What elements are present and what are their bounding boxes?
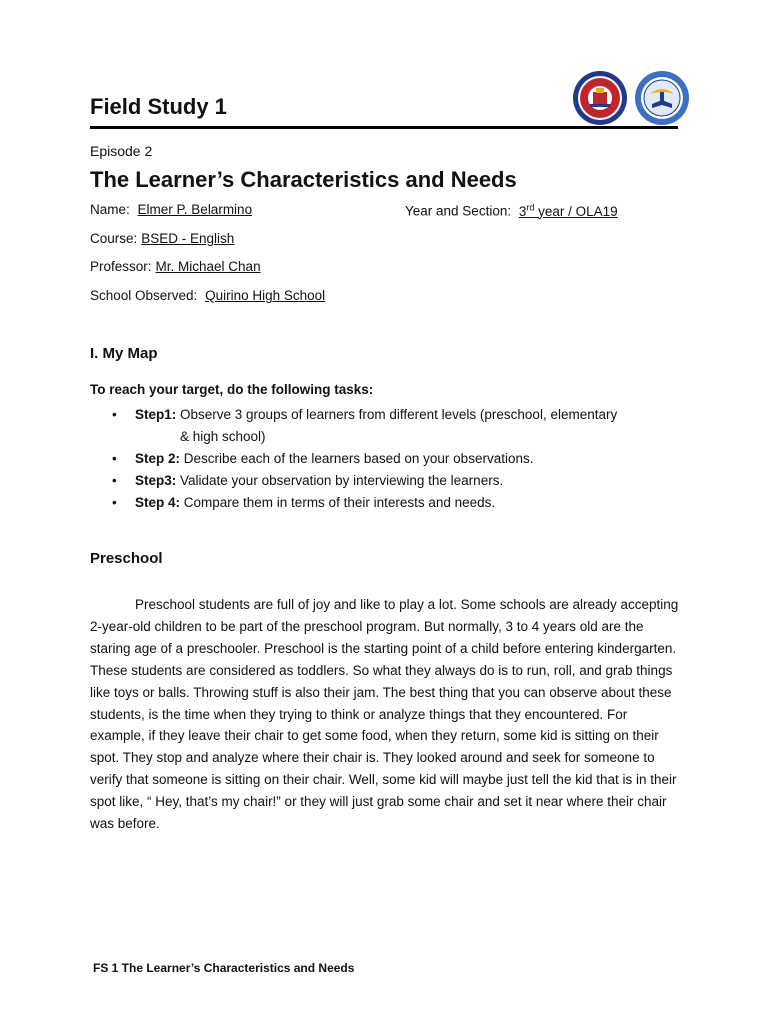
document-title: The Learner’s Characteristics and Needs (90, 167, 517, 192)
step-label: Step1: (135, 407, 177, 422)
section-title-preschool: Preschool (90, 550, 163, 567)
year-rest: year / OLA19 (534, 203, 618, 219)
name-value: Elmer P. Belarmino (137, 202, 253, 217)
page-footer: FS 1 The Learner’s Characteristics and Needs (93, 961, 355, 975)
list-item (90, 404, 690, 448)
course-value: BSED - English (141, 231, 235, 246)
bullet-icon: • (112, 407, 117, 422)
step-continuation: & high school) (180, 429, 266, 444)
university-seal-icon (572, 70, 628, 126)
professor-label: Professor: (90, 259, 152, 274)
year-number: 3 (518, 203, 527, 219)
instruction-text: To reach your target, do the following tasks: (90, 382, 374, 397)
professor-value: Mr. Michael Chan (155, 259, 261, 274)
step-label: Step3: (135, 473, 177, 488)
course-field (90, 231, 238, 246)
step-label: Step 4: (135, 495, 181, 510)
school-value: Quirino High School (205, 288, 326, 303)
step-text: Observe 3 groups of learners from different levels (preschool, elementary (176, 407, 618, 422)
list-item (90, 492, 690, 514)
professor-field (90, 259, 265, 274)
list-item (90, 470, 690, 492)
header-divider (90, 126, 678, 129)
name-field (90, 202, 256, 217)
bullet-icon: • (112, 451, 117, 466)
steps-list (90, 404, 690, 514)
year-section-field (405, 202, 622, 219)
course-label: Course: (90, 231, 138, 246)
bullet-icon: • (112, 473, 117, 488)
school-label: School Observed: (90, 288, 198, 303)
step-text: Compare them in terms of their interests and needs. (180, 495, 496, 510)
episode-label: Episode 2 (90, 143, 153, 159)
college-seal-icon (634, 70, 690, 126)
school-field (90, 288, 329, 303)
header-title: Field Study 1 (90, 94, 227, 119)
preschool-paragraph: Preschool students are full of joy and like to play a lot. Some schools are already accepting 2-year-old children to be part of the preschool program. But normally, 3 to 4 years old are the staring age of a preschooler. Preschool is the starting point of a child before entering kindergarten. These students are considered as toddlers. So what they always do is to run, roll, and grab things like toys or balls. Throwing stuff is also their jam. The best thing that you can observe about these students, is the time when they trying to think or analyze things that they encountered. For example, if they leave their chair to get some food, when they return, some kid is sitting on their spot. They stop and analyze where their chair is. They looked around and seek for someone to verify that someone is sitting on their chair. Well, some kid will maybe just tell the kid that is in their spot like, “ Hey, that’s my chair!” or they will just grab some chair and set it near where their chair was before. (90, 597, 679, 832)
step-text: Describe each of the learners based on your observations. (180, 451, 534, 466)
bullet-icon: • (112, 495, 117, 510)
section-title-my-map: I. My Map (90, 345, 158, 362)
name-label: Name: (90, 202, 130, 217)
year-ordinal: rd (526, 202, 535, 212)
step-text: Validate your observation by interviewing the learners. (176, 473, 504, 488)
list-item (90, 448, 690, 470)
year-value (515, 204, 622, 219)
step-label: Step 2: (135, 451, 181, 466)
year-label: Year and Section: (405, 203, 512, 219)
